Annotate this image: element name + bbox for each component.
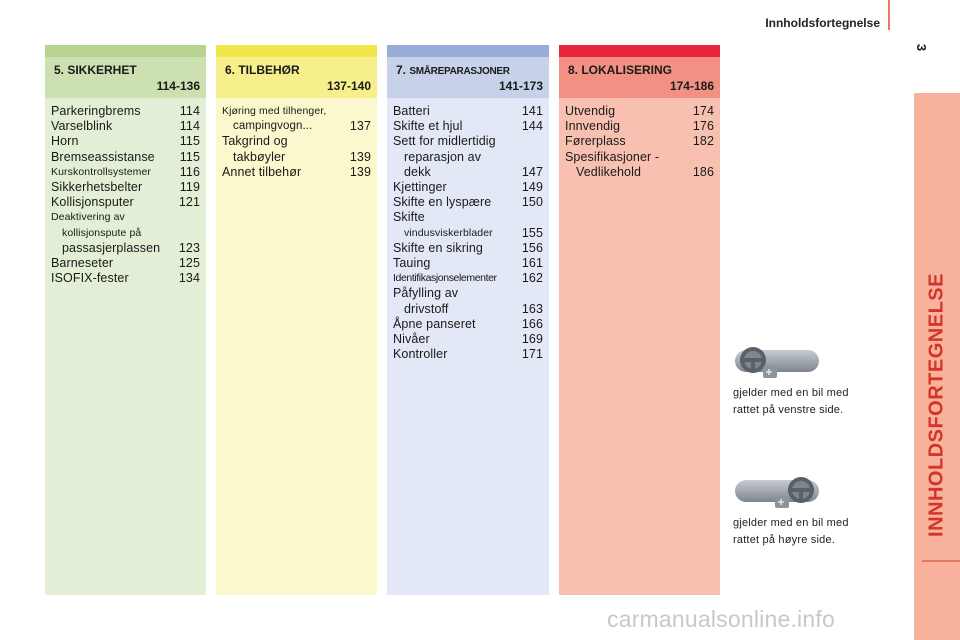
section-body (387, 98, 549, 595)
toc-entry-label: Innvendig (565, 119, 621, 134)
toc-entry[interactable] (51, 119, 200, 134)
section-title: 8. LOKALISERING (568, 63, 673, 77)
section-title: 6. TILBEHØR (225, 63, 300, 77)
toc-entry-label-cont: drivstoff (404, 301, 449, 316)
toc-entry-label: Påfylling av (393, 286, 459, 301)
toc-entry-page: 139 (349, 149, 371, 164)
toc-entry[interactable] (51, 271, 200, 286)
watermark: carmanualsonline.info (607, 606, 835, 632)
toc-entry-label: Åpne panseret (393, 316, 476, 331)
toc-entry-page: 121 (178, 195, 200, 210)
legend-line: rattet på venstre side. (733, 404, 844, 416)
toc-entry-page: 139 (349, 164, 371, 179)
section-page-range: 137-140 (326, 79, 371, 93)
side-tab-label: INNHOLDSFORTEGNELSE (925, 273, 948, 537)
section-header (216, 57, 377, 98)
toc-entry-page: 115 (179, 134, 200, 149)
toc-entry-label: Førerplass (565, 134, 626, 149)
toc-entry-label: Skifte en lyspære (393, 195, 492, 210)
legend-line: gjelder med en bil med (733, 517, 849, 529)
toc-entry[interactable] (393, 241, 543, 256)
toc-entry-page: 163 (521, 301, 543, 316)
toc-entry-label: Barneseter (51, 256, 114, 271)
toc-entry[interactable] (393, 104, 543, 119)
section-smareparasjoner (387, 45, 549, 595)
toc-entry-page: 116 (179, 164, 200, 179)
section-body (559, 98, 720, 595)
section-tilbehor (216, 45, 377, 595)
page-number: 3 (914, 43, 930, 52)
toc-list (387, 98, 549, 362)
toc-entry-page: 147 (521, 164, 543, 179)
toc-entry[interactable] (393, 271, 543, 286)
toc-entry-page: 155 (521, 225, 543, 240)
toc-entry-label: Horn (51, 134, 79, 149)
section-color-bar (387, 45, 549, 57)
toc-entry-page: 115 (179, 149, 200, 164)
section-title-text: SMÅREPARASJONER (409, 66, 510, 77)
toc-entry-label: Skifte (393, 210, 425, 225)
toc-entry-label: Varselblink (51, 119, 113, 134)
toc-entry-label-cont: takbøyler (233, 149, 286, 164)
toc-entry-label: Skifte en sikring (393, 240, 483, 255)
page-header-title: Innholdsfortegnelse (765, 16, 880, 30)
section-header (559, 57, 720, 98)
toc-entry-label: Nivåer (393, 332, 430, 347)
toc-entry-page: 114 (179, 119, 200, 134)
toc-entry-label: Skifte et hjul (393, 119, 463, 134)
section-number: 7. (396, 63, 407, 77)
toc-entry-page: 162 (521, 271, 543, 286)
toc-entry-page: 156 (521, 240, 543, 255)
section-title (396, 63, 543, 77)
toc-entry-page: 134 (178, 271, 200, 286)
toc-entry-page: 144 (521, 119, 543, 134)
left-hand-drive-icon (733, 342, 821, 382)
right-hand-drive-icon (733, 472, 821, 512)
toc-entry[interactable] (565, 104, 714, 119)
toc-entry-page: 174 (692, 104, 714, 118)
section-color-bar (45, 45, 206, 57)
toc-entry-page: 166 (521, 316, 543, 331)
toc-entry-label: Sett for midlertidig (393, 134, 496, 149)
toc-entry-label: Kurskontrollsystemer (51, 165, 152, 178)
toc-entry[interactable] (51, 210, 200, 240)
toc-entry[interactable] (222, 134, 371, 164)
legend-line: rattet på høyre side. (733, 534, 836, 546)
toc-entry-page: 169 (521, 332, 543, 347)
toc-entry[interactable] (222, 165, 371, 180)
toc-entry-page: 186 (692, 164, 714, 179)
toc-entry-label: Takgrind og (222, 134, 288, 149)
toc-entry-page: 150 (521, 195, 543, 210)
header-divider (888, 0, 890, 30)
toc-list (45, 98, 206, 286)
toc-entry-page: 119 (179, 180, 200, 195)
toc-entry-label: ISOFIX-fester (51, 271, 129, 286)
toc-entry[interactable] (51, 195, 200, 210)
toc-entry[interactable] (393, 180, 543, 195)
toc-entry[interactable] (51, 256, 200, 271)
section-sikkerhet (45, 45, 206, 595)
toc-entry[interactable] (393, 332, 543, 347)
toc-entry[interactable] (222, 104, 371, 134)
toc-entry[interactable] (393, 210, 543, 240)
toc-entry-label: Kollisjonsputer (51, 195, 134, 210)
section-color-bar (559, 45, 720, 57)
section-header (45, 57, 206, 98)
section-body (45, 98, 206, 595)
toc-entry[interactable] (51, 165, 200, 180)
toc-entry[interactable] (393, 165, 543, 180)
side-tab-divider (922, 560, 960, 562)
toc-entry-label: Identifikasjonselementer (393, 272, 497, 285)
toc-entry[interactable] (393, 256, 543, 271)
toc-entry-page: 176 (692, 119, 714, 134)
legend-left-hand-text (733, 385, 849, 419)
section-title: 5. SIKKERHET (54, 63, 137, 77)
toc-entry-label: Deaktivering av (51, 211, 125, 224)
toc-entry-label-cont: Vedlikehold (576, 164, 642, 179)
toc-entry[interactable] (51, 150, 200, 165)
section-color-bar (216, 45, 377, 57)
toc-entry-label: Kontroller (393, 347, 448, 362)
toc-entry-label: Kjettinger (393, 180, 447, 195)
toc-entry-label: dekk (404, 164, 431, 179)
toc-entry-label-cont: kollisjonspute på (62, 226, 142, 239)
toc-entry-page: 182 (692, 134, 714, 149)
toc-entry[interactable] (51, 104, 200, 119)
toc-entry-label-cont: campingvogn... (233, 120, 313, 133)
section-body (216, 98, 377, 595)
section-page-range: 141-173 (498, 79, 543, 93)
toc-entry-label: Annet tilbehør (222, 164, 302, 179)
toc-list (559, 98, 720, 180)
toc-entry-page: 123 (178, 240, 200, 255)
toc-entry-label: Utvendig (565, 104, 616, 118)
toc-entry-page: 141 (521, 104, 543, 118)
toc-entry-page: 125 (178, 256, 200, 271)
toc-entry-page: 137 (349, 119, 371, 134)
toc-entry-label: Batteri (393, 104, 430, 118)
toc-entry-label: Spesifikasjoner - (565, 149, 660, 164)
toc-entry-label-cont: reparasjon av (404, 149, 482, 164)
legend-right-hand-text (733, 515, 849, 549)
toc-entry[interactable] (393, 119, 543, 134)
toc-entry-label: Kjøring med tilhenger, (222, 105, 327, 117)
toc-entry-page: 171 (521, 347, 543, 362)
toc-entry-page: 161 (521, 256, 543, 271)
toc-entry-label: Parkeringbrems (51, 104, 141, 118)
legend-line: gjelder med en bil med (733, 387, 849, 399)
toc-entry[interactable] (393, 286, 543, 316)
section-page-range: 114-136 (156, 79, 200, 93)
toc-entry[interactable] (393, 347, 543, 362)
toc-entry-page: 149 (521, 180, 543, 195)
toc-entry[interactable] (565, 119, 714, 134)
toc-entry-label: Tauing (393, 256, 431, 271)
toc-entry[interactable] (51, 134, 200, 149)
section-lokalisering (559, 45, 720, 595)
toc-entry-label: passasjerplassen (62, 240, 161, 255)
toc-entry[interactable] (565, 134, 714, 149)
toc-entry-label: Sikkerhetsbelter (51, 180, 143, 195)
section-page-range: 174-186 (669, 79, 714, 93)
toc-entry[interactable] (393, 134, 543, 164)
toc-entry[interactable] (51, 180, 200, 195)
toc-entry-label-cont: vindusviskerblader (404, 226, 493, 239)
toc-entry[interactable] (51, 241, 200, 256)
toc-entry-page: 114 (179, 104, 200, 118)
toc-list (216, 98, 377, 180)
section-header (387, 57, 549, 98)
toc-entry[interactable] (565, 150, 714, 180)
toc-entry[interactable] (393, 195, 543, 210)
toc-entry[interactable] (393, 317, 543, 332)
toc-entry-label: Bremseassistanse (51, 149, 155, 164)
